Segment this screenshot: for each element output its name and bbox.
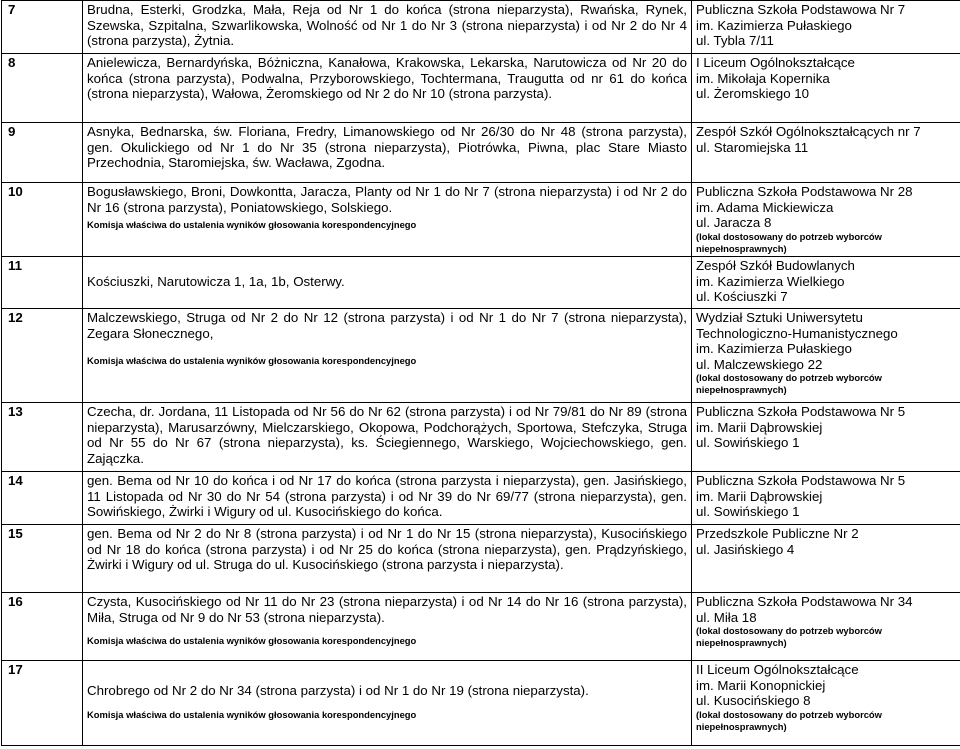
district-number: 8 [2, 54, 83, 123]
table-row [2, 403, 960, 472]
table-row [2, 183, 960, 257]
place-line: im. Kazimierza Pułaskiego [696, 17, 852, 33]
table-row [2, 661, 960, 746]
table-row [2, 472, 960, 525]
streets-text: Malczewskiego, Struga od Nr 2 do Nr 12 (strona parzysta) i od Nr 1 do Nr 7 (strona nieparzysta), Zegara Słonecznego, [87, 310, 687, 341]
accessibility-note: (lokal dostosowany do potrzeb wyborców niepełnosprawnych) [696, 625, 882, 649]
place-line: Publiczna Szkoła Podstawowa Nr 5 [696, 473, 906, 488]
place-line: ul. Sowińskiego 1 [696, 504, 800, 520]
place-line: ul. Jasińskiego 4 [696, 541, 795, 557]
streets-text: Czysta, Kusocińskiego od Nr 11 do Nr 23 (strona nieparzysta) i od Nr 14 do Nr 16 (strona parzysta), Miła, Struga od Nr 9 do Nr 53 (strona nieparzysta). [87, 594, 687, 625]
streets-cell [83, 183, 692, 257]
place-line: Wydział Sztuki Uniwersytetu [696, 310, 863, 325]
postal-vote-commission-note: Komisja właściwa do ustalenia wyników głosowania korespondencyjnego [87, 708, 417, 720]
streets-text: gen. Bema od Nr 2 do Nr 8 (strona parzysta) i od Nr 1 do Nr 15 (strona nieparzysta), Kusocińskiego od Nr 18 do końca (strona parzysta) i od Nr 25 do końca (strona nieparzysta), gen. Prądzyńskiego, Żwirki i Wigury od ul. Struga do ul. Kusocińskiego (strona parzysta i nieparzysta). [87, 526, 687, 573]
polling-stations-table [1, 0, 960, 746]
streets-text: gen. Bema od Nr 10 do końca i od Nr 17 do końca (strona parzysta i nieparzysta), gen. Jasińskiego, 11 Listopada od Nr 30 do Nr 54 (strona parzysta) i od Nr 39 do Nr 69/77 (strona nieparzysta), gen. Sowińskiego, Żwirki i Wigury od ul. Kusocińskiego do końca. [87, 473, 687, 520]
streets-text: Asnyka, Bednarska, św. Floriana, Fredry, Limanowskiego od Nr 26/30 do Nr 48 (strona parzysta), gen. Okulickiego od Nr 1 do Nr 35 (strona nieparzysta), Piotrówka, Piwna, plac Stare Miasto Przechodnia, Staromiejska, św. Wacława, Zgodna. [87, 124, 687, 171]
streets-text: Bogusławskiego, Broni, Dowkontta, Jaracza, Planty od Nr 1 do Nr 7 (strona nieparzysta) i od Nr 2 do Nr 16 (strona parzysta), Poniatowskiego, Solskiego. [87, 184, 687, 215]
polling-place-cell [692, 525, 960, 593]
streets-cell [83, 309, 692, 403]
place-line: Publiczna Szkoła Podstawowa Nr 34 [696, 594, 913, 609]
postal-vote-commission-note: Komisja właściwa do ustalenia wyników głosowania korespondencyjnego [87, 219, 417, 231]
streets-cell [83, 257, 692, 309]
district-number: 16 [2, 593, 83, 661]
place-line: Przedszkole Publiczne Nr 2 [696, 526, 859, 541]
streets-text: Kościuszki, Narutowicza 1, 1a, 1b, Osterwy. [87, 274, 345, 289]
streets-cell [83, 593, 692, 661]
table-row [2, 525, 960, 593]
streets-text: Brudna, Esterki, Grodzka, Mała, Reja od Nr 1 do końca (strona nieparzysta), Rwańska, Rynek, Szewska, Szpitalna, Szwarlikowska, Wolność od Nr 1 do Nr 3 (strona nieparzysta) i od Nr 2 do Nr 4 (strona parzysta), Żytnia. [87, 2, 687, 49]
district-number: 10 [2, 183, 83, 257]
place-line: Publiczna Szkoła Podstawowa Nr 7 [696, 2, 906, 17]
place-line: Technologiczno-Humanistycznego [696, 325, 898, 341]
district-number: 15 [2, 525, 83, 593]
streets-cell [83, 661, 692, 746]
table-row [2, 593, 960, 661]
district-number: 9 [2, 123, 83, 183]
polling-place-cell [692, 257, 960, 309]
district-number: 7 [2, 1, 83, 54]
polling-place-cell [692, 123, 960, 183]
table-row [2, 123, 960, 183]
place-line: ul. Tybla 7/11 [696, 33, 774, 49]
streets-text: Anielewicza, Bernardyńska, Bóżniczna, Kanałowa, Krakowska, Lekarska, Narutowicza od Nr 20 do końca (strona parzysta), Podwalna, Przyborowskiego, Tochtermana, Traugutta od nr 61 do końca (strona nieparzysta), Wałowa, Żeromskiego od Nr 2 do Nr 10 (strona parzysta). [87, 55, 687, 102]
district-number: 13 [2, 403, 83, 472]
place-line: Publiczna Szkoła Podstawowa Nr 5 [696, 404, 906, 419]
polling-place-cell [692, 183, 960, 257]
table-row [2, 1, 960, 54]
streets-cell [83, 403, 692, 472]
postal-vote-commission-note: Komisja właściwa do ustalenia wyników głosowania korespondencyjnego [87, 355, 417, 367]
table-row [2, 54, 960, 123]
place-line: im. Mikołaja Kopernika [696, 70, 830, 86]
streets-text: Czecha, dr. Jordana, 11 Listopada od Nr 56 do Nr 62 (strona parzysta) i od Nr 79/81 do Nr 89 (strona nieparzysta), Marusarzówny, Mielczarskiego, Okopowa, Podchorążych, Sportowa, Stefczyka, Struga od Nr 55 do Nr 67 (strona nieparzysta), ks. Ściegiennego, Warskiego, Wojciechowskiego, gen. Zajączka. [87, 404, 687, 466]
accessibility-note: (lokal dostosowany do potrzeb wyborców niepełnosprawnych) [696, 372, 882, 396]
place-line: im. Kazimierza Wielkiego [696, 273, 845, 289]
table-row [2, 257, 960, 309]
polling-place-cell [692, 593, 960, 661]
streets-cell [83, 1, 692, 54]
place-line: im. Marii Konopnickiej [696, 677, 826, 693]
table-row [2, 309, 960, 403]
district-number: 11 [2, 257, 83, 309]
place-line: im. Adama Mickiewicza [696, 199, 834, 215]
district-number: 14 [2, 472, 83, 525]
place-line: im. Marii Dąbrowskiej [696, 419, 823, 435]
streets-cell [83, 472, 692, 525]
district-number: 12 [2, 309, 83, 403]
place-line: ul. Kusocińskiego 8 [696, 693, 811, 709]
place-line: ul. Staromiejska 11 [696, 139, 809, 155]
place-line: Zespół Szkół Budowlanych [696, 258, 855, 273]
polling-place-cell [692, 309, 960, 403]
place-line: im. Kazimierza Pułaskiego [696, 341, 852, 357]
streets-cell [83, 54, 692, 123]
place-line: I Liceum Ogólnokształcące [696, 55, 855, 70]
postal-vote-commission-note: Komisja właściwa do ustalenia wyników głosowania korespondencyjnego [87, 635, 417, 647]
polling-place-cell [692, 54, 960, 123]
polling-place-cell [692, 472, 960, 525]
place-line: Publiczna Szkoła Podstawowa Nr 28 [696, 184, 913, 199]
place-line: II Liceum Ogólnokształcące [696, 662, 859, 677]
place-line: im. Marii Dąbrowskiej [696, 488, 823, 504]
place-line: ul. Kościuszki 7 [696, 289, 788, 305]
polling-place-cell [692, 403, 960, 472]
streets-cell [83, 123, 692, 183]
accessibility-note: (lokal dostosowany do potrzeb wyborców niepełnosprawnych) [696, 708, 882, 732]
place-line: ul. Malczewskiego 22 [696, 356, 823, 372]
accessibility-note: (lokal dostosowany do potrzeb wyborców niepełnosprawnych) [696, 230, 882, 254]
streets-text: Chrobrego od Nr 2 do Nr 34 (strona parzysta) i od Nr 1 do Nr 19 (strona nieparzysta). [87, 683, 589, 698]
polling-place-cell [692, 1, 960, 54]
place-line: ul. Jaracza 8 [696, 215, 772, 231]
place-line: ul. Sowińskiego 1 [696, 435, 800, 451]
place-line: ul. Miła 18 [696, 609, 757, 625]
polling-place-cell [692, 661, 960, 746]
place-line: Zespół Szkół Ogólnokształcących nr 7 [696, 124, 921, 139]
place-line: ul. Żeromskiego 10 [696, 86, 810, 102]
streets-cell [83, 525, 692, 593]
district-number: 17 [2, 661, 83, 746]
